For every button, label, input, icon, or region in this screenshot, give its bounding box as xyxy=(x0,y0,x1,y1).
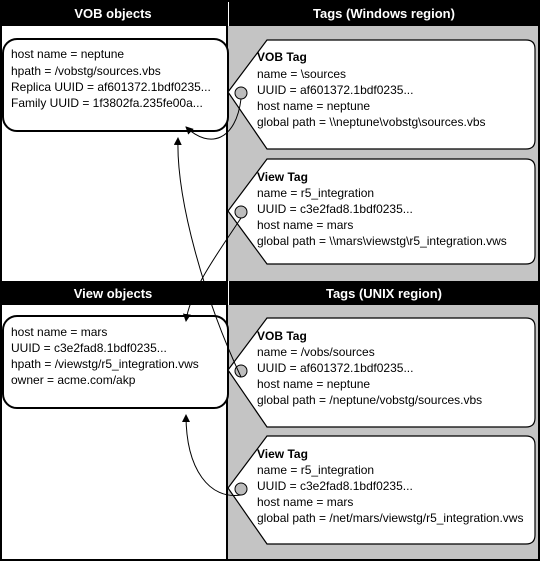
view-object-card xyxy=(3,316,228,408)
vob-object-line: Family UUID = 1f3802fa.235fe00a... xyxy=(11,96,203,110)
view-objects-header: View objects xyxy=(73,286,153,301)
vob-object-card xyxy=(3,39,228,131)
tag-line: global path = /neptune/vobstg/sources.vbs xyxy=(257,393,483,407)
tag-title: View Tag xyxy=(257,447,308,461)
vob-object-line: host name = neptune xyxy=(11,47,125,61)
tag-title: VOB Tag xyxy=(257,50,307,64)
view-object-line: owner = acme.com/akp xyxy=(11,373,136,387)
tag-line: name = r5_integration xyxy=(257,186,375,200)
tag-line: global path = \\mars\viewstg\r5_integration.vws xyxy=(257,234,507,248)
vob-object-line: Replica UUID = af601372.1bdf0235... xyxy=(11,80,211,94)
tag-title: VOB Tag xyxy=(257,329,307,343)
tag-line: global path = /net/mars/viewstg/r5_integration.vws xyxy=(257,511,524,525)
tag-title: View Tag xyxy=(257,170,308,184)
tag-line: UUID = c3e2fad8.1bdf0235... xyxy=(257,202,413,216)
unix-vob-tag xyxy=(228,318,535,427)
tag-line: UUID = c3e2fad8.1bdf0235... xyxy=(257,479,413,493)
view-object-line: host name = mars xyxy=(11,325,108,339)
windows-view-tag xyxy=(228,159,535,264)
tags-unix-header: Tags (UNIX region) xyxy=(325,286,443,301)
vob-objects-header: VOB objects xyxy=(74,6,152,21)
view-object-line: hpath = /viewstg/r5_integration.vws xyxy=(11,357,199,371)
view-object-line: UUID = c3e2fad8.1bdf0235... xyxy=(11,341,167,355)
tags-windows-header: Tags (Windows region) xyxy=(313,6,455,21)
tag-line: UUID = af601372.1bdf0235... xyxy=(257,83,414,97)
tag-hole-icon xyxy=(235,87,247,99)
tag-line: name = \sources xyxy=(257,67,347,81)
tag-hole-icon xyxy=(235,206,247,218)
tag-line: name = /vobs/sources xyxy=(257,345,375,359)
tag-line: name = r5_integration xyxy=(257,463,375,477)
tag-hole-icon xyxy=(235,483,247,495)
tag-line: host name = neptune xyxy=(257,377,371,391)
tag-line: host name = neptune xyxy=(257,99,371,113)
unix-view-tag xyxy=(228,436,535,544)
tag-line: host name = mars xyxy=(257,495,354,509)
windows-vob-tag xyxy=(228,40,535,149)
tag-line: host name = mars xyxy=(257,218,354,232)
tag-line: UUID = af601372.1bdf0235... xyxy=(257,361,414,375)
vob-object-line: hpath = /vobstg/sources.vbs xyxy=(11,64,161,78)
tag-line: global path = \\neptune\vobstg\sources.vbs xyxy=(257,115,486,129)
